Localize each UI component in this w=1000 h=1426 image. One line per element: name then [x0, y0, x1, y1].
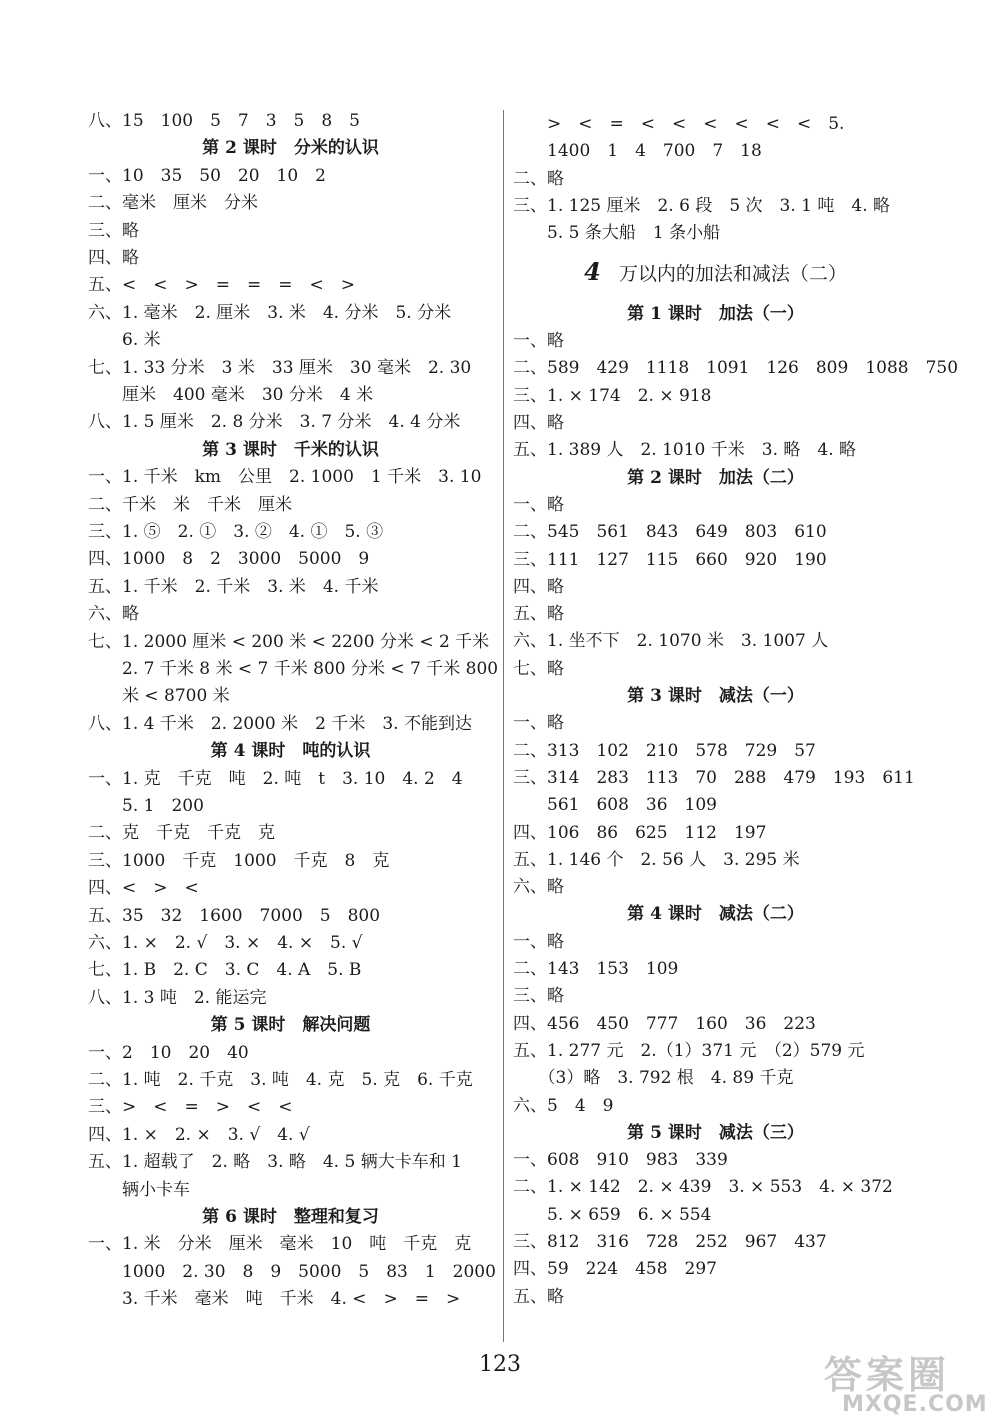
answer-line: 四、59 224 458 297: [513, 1259, 717, 1280]
answer-line: 五、1. 389 人 2. 1010 千米 3. 略 4. 略: [513, 440, 857, 461]
answer-line: 六、5 4 9: [513, 1095, 614, 1116]
column-divider: [503, 110, 504, 1342]
answer-line: 二、1. × 142 2. × 439 3. × 553 4. × 372: [513, 1177, 893, 1198]
answer-line: 561 608 36 109: [513, 795, 717, 816]
watermark-bottom-text: MXQE.COM: [842, 1392, 988, 1417]
answer-line: 5. 5 条大船 1 条小船: [513, 223, 721, 244]
answer-line: 米 < 8700 米: [88, 686, 230, 707]
answer-line: 5. × 659 6. × 554: [513, 1204, 712, 1225]
answer-line: 五、1. 146 个 2. 56 人 3. 295 米: [513, 849, 800, 870]
lesson-heading: 第 3 课时 减法（一）: [627, 686, 804, 706]
answer-line: 三、1000 千克 1000 千克 8 克: [88, 850, 390, 871]
answer-line: 二、545 561 843 649 803 610: [513, 522, 827, 543]
lesson-heading: 第 2 课时 分米的认识: [202, 138, 379, 159]
lesson-heading: 第 4 课时 减法（二）: [627, 904, 804, 925]
answer-line: 五、略: [513, 1286, 564, 1307]
answer-line: 一、略: [513, 331, 564, 352]
lesson-heading: 第 4 课时 吨的认识: [210, 741, 371, 762]
answer-line: 一、1. 米 分米 厘米 毫米 10 吨 千克 克: [88, 1234, 472, 1255]
answer-line: 六、1. 坐不下 2. 1070 米 3. 1007 人: [513, 631, 829, 652]
page-number: 123: [479, 1352, 521, 1377]
lesson-heading: 第 2 课时 加法（二）: [627, 467, 804, 488]
answer-line: 八、15 100 5 7 3 5 8 5: [88, 111, 360, 131]
answer-line: 七、1. B 2. C 3. C 4. A 5. B: [88, 960, 362, 981]
answer-line: 二、1. 吨 2. 千克 3. 吨 4. 克 5. 克 6. 千克: [88, 1070, 473, 1090]
answer-line: 四、106 86 625 112 197: [513, 822, 767, 843]
answer-line: 八、1. 5 厘米 2. 8 分米 3. 7 分米 4. 4 分米: [88, 412, 461, 433]
answer-line: 四、456 450 777 160 36 223: [513, 1013, 816, 1034]
answer-line: 一、608 910 983 339: [513, 1150, 728, 1171]
answer-line: 二、略: [513, 168, 564, 189]
answer-line: 厘米 400 毫米 30 分米 4 米: [88, 385, 374, 405]
answer-line: 五、1. 277 元 2.（1）371 元 （2）579 元: [513, 1040, 865, 1061]
answer-line: 2. 7 千米 8 米 < 7 千米 800 分米 < 7 千米 800: [88, 659, 499, 679]
lesson-heading: 第 5 课时 解决问题: [210, 1015, 371, 1036]
answer-line: 八、1. 3 吨 2. 能运完: [88, 987, 267, 1008]
answer-line: 二、589 429 1118 1091 126 809 1088 750: [513, 358, 959, 379]
answer-line: 三、> < = > < <: [88, 1097, 293, 1118]
answer-line: 六、略: [88, 604, 139, 625]
unit-number: 4: [584, 256, 601, 286]
answer-line: 一、10 35 50 20 10 2: [88, 165, 326, 186]
answer-line: 一、1. 克 千克 吨 2. 吨 t 3. 10 4. 2 4: [88, 768, 463, 789]
answer-line: > < = < < < < < < 5.: [513, 114, 845, 134]
answer-line: 三、111 127 115 660 920 190: [513, 549, 827, 570]
answer-line: 二、千米 米 千米 厘米: [88, 494, 292, 515]
answer-line: 三、314 283 113 70 288 479 193 611: [513, 767, 915, 788]
lesson-heading: 第 6 课时 整理和复习: [202, 1207, 379, 1227]
answer-line: 八、1. 4 千米 2. 2000 米 2 千米 3. 不能到达: [88, 713, 472, 734]
answer-line: 一、略: [513, 494, 564, 515]
lesson-heading: 第 1 课时 加法（一）: [627, 303, 804, 324]
answer-line: 一、1. 千米 km 公里 2. 1000 1 千米 3. 10: [88, 467, 482, 488]
lesson-heading: 第 5 课时 减法（三）: [627, 1122, 804, 1143]
answer-line: 二、313 102 210 578 729 57: [513, 740, 816, 761]
answer-line: 五、略: [513, 604, 564, 625]
answer-line: 六、1. 毫米 2. 厘米 3. 米 4. 分米 5. 分米: [88, 302, 452, 323]
answer-line: 四、1000 8 2 3000 5000 9: [88, 549, 370, 570]
answer-line: 四、1. × 2. × 3. √ 4. √: [88, 1124, 310, 1145]
unit-title-text: 万以内的加法和减法（二）: [618, 262, 847, 285]
answer-line: 二、143 153 109: [513, 959, 679, 979]
answer-line: 三、1. × 174 2. × 918: [513, 385, 712, 406]
answer-line: 一、2 10 20 40: [88, 1042, 249, 1063]
watermark-logo: [814, 1344, 994, 1420]
answer-line: 三、812 316 728 252 967 437: [513, 1232, 827, 1252]
answer-line: 七、1. 33 分米 3 米 33 厘米 30 毫米 2. 30: [88, 357, 472, 378]
answer-line: 三、略: [513, 986, 564, 1007]
answer-line: 五、< < > = = = < >: [88, 275, 355, 296]
unit-title: [513, 256, 918, 287]
answer-line: 一、略: [513, 931, 564, 952]
answer-line: 五、1. 千米 2. 千米 3. 米 4. 千米: [88, 576, 379, 597]
answer-line: 六、略: [513, 877, 564, 898]
answer-line: 1000 2. 30 8 9 5000 5 83 1 2000: [88, 1261, 496, 1282]
answer-line: 五、35 32 1600 7000 5 800: [88, 905, 381, 926]
answer-line: 七、1. 2000 厘米 < 200 米 < 2200 分米 < 2 千米: [88, 631, 490, 652]
answer-line: 四、< > <: [88, 878, 199, 899]
answer-line: 5. 1 200: [88, 796, 204, 816]
answer-line: 三、略: [88, 220, 139, 241]
answer-line: 四、略: [513, 576, 564, 597]
answer-line: 四、略: [513, 413, 564, 433]
answer-line: 6. 米: [88, 330, 161, 351]
watermark-top-text: 答案圈: [824, 1353, 951, 1397]
answer-line: 辆小卡车: [88, 1179, 190, 1200]
answer-line: 五、1. 超载了 2. 略 3. 略 4. 5 辆大卡车和 1: [88, 1152, 462, 1173]
lesson-heading: 第 3 课时 千米的认识: [202, 439, 379, 460]
answer-line: 三、1. ⑤ 2. ① 3. ② 4. ① 5. ③: [88, 522, 384, 542]
answer-line: 六、1. × 2. √ 3. × 4. × 5. √: [88, 933, 363, 953]
answer-line: 四、略: [88, 248, 139, 268]
answer-line: （3）略 3. 792 根 4. 89 千克: [513, 1068, 794, 1089]
answer-line: 二、毫米 厘米 分米: [88, 193, 258, 214]
answer-line: 二、克 千克 千克 克: [88, 823, 275, 844]
answer-line: 1400 1 4 700 7 18: [513, 141, 762, 162]
answer-line: 三、1. 125 厘米 2. 6 段 5 次 3. 1 吨 4. 略: [513, 195, 891, 216]
answer-line: 一、略: [513, 713, 564, 734]
answer-line: 七、略: [513, 658, 564, 679]
answer-line: 3. 千米 毫米 吨 千米 4. < > = >: [88, 1289, 461, 1310]
